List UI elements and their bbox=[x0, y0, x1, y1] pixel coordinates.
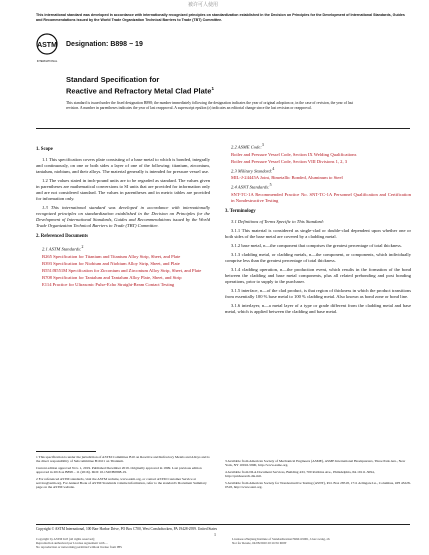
link-b265[interactable]: B265 bbox=[42, 253, 52, 259]
referenced-documents-heading: 2. Referenced Documents bbox=[36, 234, 88, 239]
license-notice-right: Licensee=Zhejiang Institute of Standardization/5966119001, User=wang, zh Not for Resale, 04/08/2020 20:16:56 MDT bbox=[232, 537, 330, 545]
footnote-1: 1 This specification is under the jurisdiction of ASTM Committee B10 on Reactive and Refractory Metals and Alloys and is the direct responsibility of Subcommittee B10.01 on Titanium. bbox=[36, 455, 210, 464]
right-column bbox=[225, 142, 411, 318]
paragraph-3-1-2: 3.1.2 base metal, n—the component that comprises the greatest percentage of total thickness. bbox=[231, 242, 402, 248]
astm-standards-label: 2.1 ASTM Standards:$^2$ bbox=[42, 245, 84, 252]
reference-b708: B708 Specification for Tantalum and Tantalum Alloy Plate, Sheet, and Strip bbox=[42, 274, 182, 280]
footnote-2: 2 For referenced ASTM standards, visit the ASTM website, www.astm.org, or contact ASTM Customer Service at service@astm.org. For Annual Book of ASTM Standards volume information, refer to the standard's Document Summary page on the ASTM website. bbox=[36, 476, 207, 490]
astm-logo bbox=[36, 33, 58, 67]
watermark: 被许可人使用 bbox=[188, 3, 219, 8]
reference-mil-j-24445a[interactable]: MIL-J-24445A Joint, Bimetallic Bonded, Aluminum to Steel bbox=[231, 175, 343, 181]
title-line-1: Standard Specification for bbox=[66, 75, 160, 84]
footnote-4: 4 Available from DLA Document Services, Building 4/D, 700 Robbins Ave., Philadelphia, PA 19111-5094, http://quicksearch.dla.mil. bbox=[225, 469, 375, 479]
link-e114[interactable]: E114 bbox=[42, 281, 52, 287]
license-notice-left: Copyright by ASTM Int'l (all rights reserved); Reproduction authorized per License Agreement with ... No reproduction or networking permitted without license from IHS bbox=[36, 537, 122, 549]
svg-text:INTERNATIONAL: INTERNATIONAL bbox=[36, 60, 58, 63]
link-b551[interactable]: B551/B551M bbox=[42, 267, 68, 273]
left-column bbox=[36, 142, 210, 289]
footnote-5: 5 Available from American Society for Nondestructive Testing (ASNT), P.O. Box 28518, 1711 Arlingate Ln., Columbus, OH 43228-0518, http://www.asnt.org. bbox=[225, 480, 411, 490]
page-number: 1 bbox=[214, 532, 216, 537]
top-notice: This international standard was developed in accordance with internationally recognized principles on standardization established in the Decision on Principles for the Development of International Standards, Guides and Recommendations issued by the World Trade Organization Technical Barriers to Trade (TBT) Committee. bbox=[36, 13, 405, 22]
paragraph-1-2: 1.2 The values stated in inch-pound units are to be regarded as standard. The values given in parentheses are mathematical conversions to SI units that are provided for information only and are not considered standard. The values in parentheses and in metric tables are provided for information only. bbox=[36, 178, 210, 201]
paragraph-1-3: 1.3 This international standard was developed in accordance with internationally recognized principles on standardization established in the Decision on Principles for the Development of International Standards, Guides and Recommendations issued by the World Trade Organization Technical Barriers to Trade (TBT) Committee. bbox=[36, 205, 210, 228]
footnotes-left bbox=[36, 455, 210, 492]
copyright-text: Copyright © ASTM International, 100 Barr Harbor Drive, PO Box C700, West Conshohocken, PA 19428-2959. United States bbox=[36, 527, 218, 531]
header-divider bbox=[36, 128, 410, 129]
reference-b265: B265 Specification for Titanium and Titanium Alloy Strip, Sheet, and Plate bbox=[42, 253, 181, 259]
svg-text:ASTM: ASTM bbox=[37, 42, 57, 49]
intro-paragraph: This standard is issued under the fixed designation B898; the number immediately following the designation indicates the year of original adoption or, in the case of revision, the year of last revision. A number in parentheses indicates the year of last reapproval. A superscript epsilon (ε) indicates an editorial change since the last revision or reapproval. bbox=[66, 101, 354, 110]
asnt-standards-label: 2.4 ASNT Standards:$^5$ bbox=[231, 183, 272, 190]
reference-e114: E114 Practice for Ultrasonic Pulse-Echo Straight-Beam Contact Testing bbox=[42, 281, 175, 287]
footnote-1b: Current edition approved Nov. 1, 2019. Published December 2019. Originally approved in 1999. Last previous edition approved in 2016 as B898 – 11 (2016). DOI: 10.1520/B0898-19. bbox=[36, 465, 202, 475]
paragraph-3-1-4: 3.1.4 cladding operation, n—the production event, which results in the formation of the bond between the cladding and base metal components, plus all related prebonding and post bonding operations, prior to supply to the purchaser. bbox=[225, 266, 411, 284]
footnote-divider bbox=[36, 451, 96, 452]
copyright-line bbox=[36, 527, 410, 531]
scope-heading: 1. Scope bbox=[36, 147, 53, 152]
paragraph-3-1-1: 3.1.1 This material is considered as single-clad or double-clad dependent upon whether one or both sides of the base metal are covered by a cladding metal. bbox=[225, 227, 411, 239]
reference-snt-tc-1a[interactable]: SNT-TC-1A Recommended Practice No. SNT-TC-1A Personnel Qualification and Certification in Nondestructive Testing bbox=[231, 191, 411, 203]
paragraph-1-1: 1.1 This specification covers plate consisting of a base metal to which is bonded, integrally and continuously, on one or both sides a layer of one of the following: titanium, zirconium, tantalum, niobium, and their alloys. The material generally is intended for pressure vessel use. bbox=[36, 157, 210, 174]
asme-code-label: 2.2 ASME Code:$^3$ bbox=[231, 143, 264, 150]
footnotes-right bbox=[225, 459, 411, 491]
link-b393[interactable]: B393 bbox=[42, 260, 52, 266]
paragraph-3-1-6: 3.1.6 interlayer, n—a metal layer of a type or grade different from the cladding metal and base metal, which is applied between the cladding and base metal. bbox=[225, 302, 411, 314]
title-line-2 bbox=[66, 86, 214, 96]
footnote-3: 3 Available from American Society of Mechanical Engineers (ASME), ASME International Headquarters, Three Park Ave., New York, NY 10016-5990, http://www.asme.org. bbox=[225, 459, 406, 468]
paragraph-3-1-3: 3.1.3 cladding metal, or cladding metals, n—the component, or components, which individually comprise less than the greatest percentage of total thickness. bbox=[225, 251, 411, 263]
terminology-heading: 3. Terminology bbox=[225, 208, 256, 214]
designation: Designation: B898 − 19 bbox=[66, 41, 143, 48]
title-footnote-mark: 1 bbox=[211, 86, 214, 91]
title-text: Reactive and Refractory Metal Clad Plate bbox=[66, 86, 212, 96]
military-standard-label: 2.3 Military Standard:$^4$ bbox=[231, 166, 275, 174]
reference-asme-ix[interactable]: Boiler and Pressure Vessel Code, Section IX Welding Qualifications bbox=[231, 151, 357, 157]
reference-asme-viii[interactable]: Boiler and Pressure Vessel Code, Section VIII Divisions 1, 2, 3 bbox=[231, 158, 348, 164]
footer-divider bbox=[36, 524, 410, 525]
paragraph-3-1: 3.1 Definitions of Terms Specific to This Standard: bbox=[231, 218, 325, 224]
reference-b393: B393 Specification for Niobium and Niobium Alloy Strip, Sheet, and Plate bbox=[42, 260, 180, 266]
reference-b551: B551/B551M Specification for Zirconium and Zirconium Alloy Strip, Sheet, and Plate bbox=[42, 267, 202, 273]
paragraph-3-1-5: 3.1.5 interface, n—of the clad product, is that region of thickness in which the product transitions from essentially 100 % base metal to 100 % cladding metal. Also known as bond zone or bond line. bbox=[225, 287, 411, 299]
link-b708[interactable]: B708 bbox=[42, 274, 52, 280]
